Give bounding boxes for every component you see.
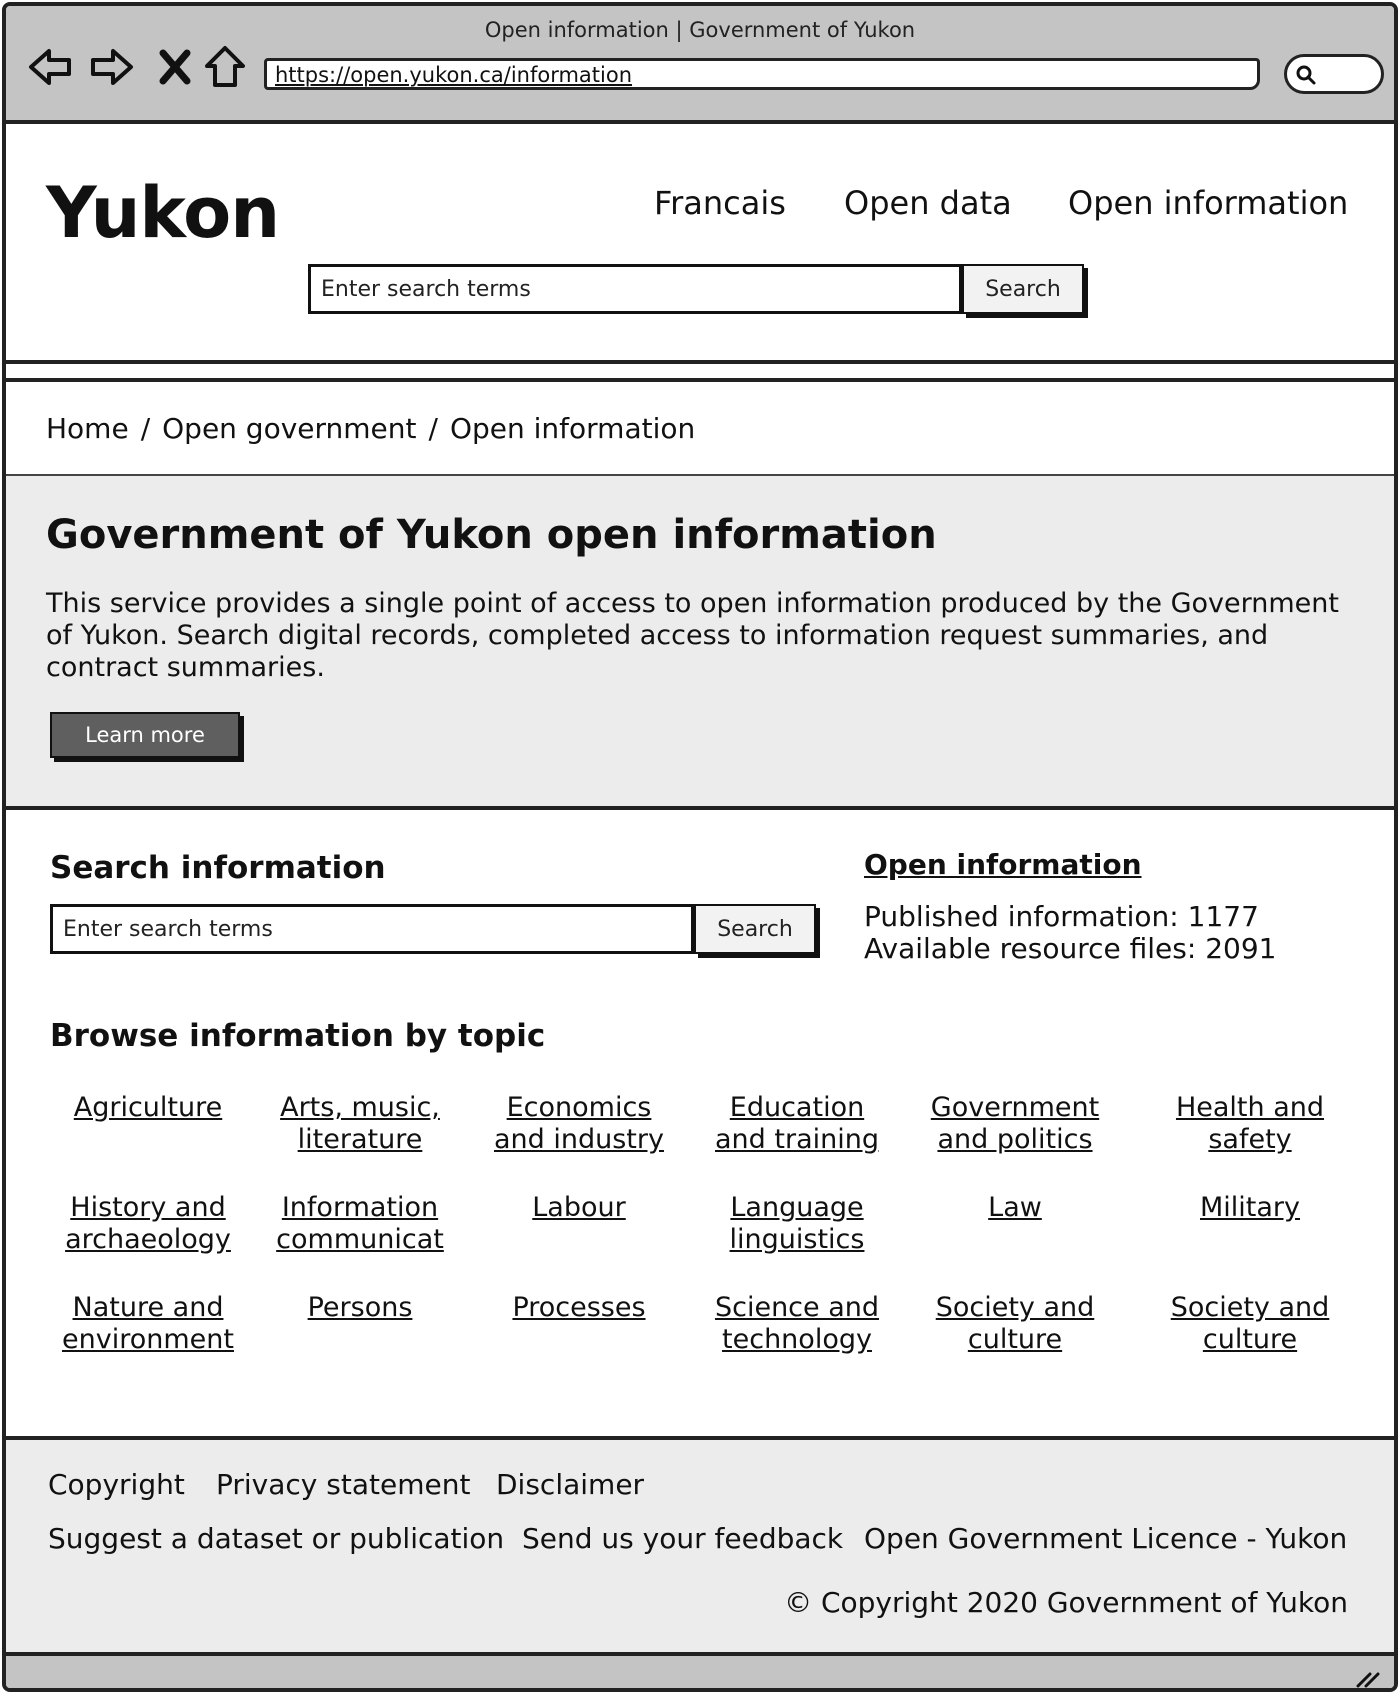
main-search-button[interactable]: Search — [694, 904, 816, 954]
topic-link[interactable]: Government and politics — [930, 1092, 1100, 1155]
header-search-input[interactable] — [308, 264, 962, 314]
topic-link[interactable]: Labour — [532, 1192, 626, 1223]
main-content — [6, 812, 1394, 1436]
topic-link[interactable]: Language linguistics — [729, 1192, 865, 1255]
breadcrumb-separator: / — [428, 412, 438, 445]
search-icon — [1295, 64, 1317, 86]
topics-title: Browse information by topic — [50, 1018, 546, 1054]
topic-link[interactable]: Health and safety — [1175, 1092, 1325, 1155]
nav-open-data[interactable]: Open data — [844, 184, 1012, 222]
topic-link[interactable]: Law — [988, 1192, 1042, 1223]
address-bar[interactable]: https://open.yukon.ca/information — [264, 58, 1260, 90]
topic-link[interactable]: Nature and environment — [62, 1292, 234, 1355]
browser-window — [2, 2, 1398, 1692]
back-arrow-icon[interactable] — [26, 42, 76, 92]
resource-files-count: Available resource files: 2091 — [864, 932, 1277, 965]
footer-link-copyright[interactable]: Copyright — [48, 1468, 185, 1501]
copyright-notice: © Copyright 2020 Government of Yukon — [784, 1586, 1348, 1619]
topic-link[interactable]: Society and culture — [935, 1292, 1095, 1355]
footer-link-privacy[interactable]: Privacy statement — [216, 1468, 471, 1501]
breadcrumb-bar — [6, 378, 1394, 476]
close-x-icon[interactable] — [150, 42, 200, 92]
site-header — [6, 124, 1394, 364]
search-section-title: Search information — [50, 850, 386, 886]
browser-toolbar — [6, 6, 1394, 124]
topic-link[interactable]: Arts, music, literature — [280, 1092, 440, 1155]
topic-link[interactable]: Processes — [512, 1292, 646, 1323]
topic-link[interactable]: Agriculture — [73, 1092, 223, 1123]
footer-link-disclaimer[interactable]: Disclaimer — [496, 1468, 645, 1501]
topic-link[interactable]: Society and culture — [1170, 1292, 1330, 1355]
window-title: Open information | Government of Yukon — [484, 18, 916, 42]
topic-link[interactable]: Education and training — [715, 1092, 879, 1155]
topic-link[interactable]: Science and technology — [714, 1292, 880, 1355]
site-footer — [6, 1436, 1394, 1656]
footer-link-suggest[interactable]: Suggest a dataset or publication — [48, 1522, 505, 1555]
main-search — [50, 904, 820, 954]
topic-link[interactable]: Economics and industry — [494, 1092, 664, 1155]
hero-banner — [6, 476, 1394, 810]
home-icon[interactable] — [200, 42, 250, 92]
forward-arrow-icon[interactable] — [86, 42, 136, 92]
browser-search-field[interactable] — [1284, 54, 1384, 94]
topic-link[interactable]: Persons — [307, 1292, 413, 1323]
breadcrumb-separator: / — [140, 412, 151, 445]
footer-link-feedback[interactable]: Send us your feedback — [522, 1522, 844, 1555]
topic-link[interactable]: Military — [1199, 1192, 1300, 1223]
nav-francais[interactable]: Francais — [654, 184, 786, 222]
resize-grip-icon[interactable] — [1354, 1664, 1382, 1688]
breadcrumb-home[interactable]: Home — [46, 412, 129, 445]
open-information-link[interactable]: Open information — [864, 848, 1142, 881]
page-title: Government of Yukon open information — [46, 512, 937, 558]
header-search — [308, 264, 1088, 314]
published-count: Published information: 1177 — [864, 900, 1259, 933]
header-search-button[interactable]: Search — [962, 264, 1084, 314]
learn-more-button[interactable]: Learn more — [50, 712, 240, 758]
site-logo[interactable]: Yukon — [46, 172, 280, 254]
breadcrumb — [46, 412, 695, 445]
nav-open-information[interactable]: Open information — [1068, 184, 1349, 222]
breadcrumb-open-government[interactable]: Open government — [162, 412, 417, 445]
status-bar — [6, 1656, 1394, 1692]
hero-description: This service provides a single point of access to open information produced by the Government of Yukon. Search digital records, completed access to information request summaries, and contract summaries. — [46, 588, 1339, 683]
breadcrumb-open-information[interactable]: Open information — [449, 412, 696, 445]
topic-link[interactable]: Information communicat — [276, 1192, 444, 1255]
main-search-input[interactable] — [50, 904, 694, 954]
topic-link[interactable]: History and archaeology — [65, 1192, 231, 1255]
footer-link-licence[interactable]: Open Government Licence - Yukon — [864, 1522, 1348, 1555]
